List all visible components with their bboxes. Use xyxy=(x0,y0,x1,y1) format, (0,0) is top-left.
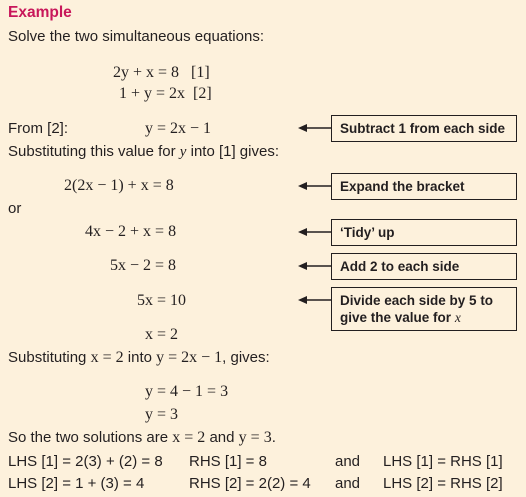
x-solution: x = 2 xyxy=(145,326,179,343)
check-row-2-rhs: RHS [2] = 2(2) = 4 xyxy=(189,475,311,492)
equation-1-text: 2y + x = 8 xyxy=(113,64,180,81)
check-row-1-and: and xyxy=(335,453,361,470)
note-divide xyxy=(331,287,517,331)
note-expand: Expand the bracket xyxy=(331,173,517,200)
subst2-text-c: into xyxy=(127,349,152,366)
conclusion-and: and xyxy=(209,429,235,446)
expanded-equation: 2(2x − 1) + x = 8 xyxy=(64,177,174,194)
second-substitution-sentence xyxy=(8,349,270,367)
arrow-left-icon xyxy=(298,123,332,133)
conclusion-period: . xyxy=(271,429,276,446)
intro-text: Solve the two simultaneous equations: xyxy=(8,28,264,45)
arrow-left-icon xyxy=(298,261,332,271)
check-row-2-result: LHS [2] = RHS [2] xyxy=(383,475,503,492)
subst2-equation: y = 2x − 1 xyxy=(156,349,223,366)
rearranged-equation: y = 2x − 1 xyxy=(145,120,212,137)
collected-equation: 5x − 2 = 8 xyxy=(110,257,177,274)
arrow-left-icon xyxy=(298,227,332,237)
equation-2-tag: [2] xyxy=(193,85,212,102)
note-subtract: Subtract 1 from each side xyxy=(331,115,517,142)
y-evaluation: y = 4 − 1 = 3 xyxy=(145,383,229,400)
substitution-text-b: into [1] gives: xyxy=(190,143,279,160)
subst2-text-e: , gives: xyxy=(222,349,270,366)
substitution-sentence xyxy=(8,143,279,161)
conclusion-y: y = 3 xyxy=(238,429,272,446)
conclusion-x: x = 2 xyxy=(172,429,206,446)
equation-2-text: 1 + y = 2x xyxy=(119,85,186,102)
note-divide-text: Divide each side by 5 to give the value for xyxy=(340,293,494,325)
note-add: Add 2 to each side xyxy=(331,253,517,280)
note-tidy: ‘Tidy’ up xyxy=(331,219,517,246)
conclusion-sentence xyxy=(8,429,276,447)
added-equation: 5x = 10 xyxy=(137,292,187,309)
check-row-2-lhs: LHS [2] = 1 + (3) = 4 xyxy=(8,475,145,492)
y-solution: y = 3 xyxy=(145,406,179,423)
substitution-text-a: Substituting this value for xyxy=(8,143,176,160)
note-divide-variable: x xyxy=(454,310,461,325)
subst2-text-a: Substituting xyxy=(8,349,87,366)
check-row-2-and: and xyxy=(335,475,361,492)
from-label: From [2]: xyxy=(8,120,69,137)
example-heading: Example xyxy=(8,4,72,21)
equation-1 xyxy=(113,64,210,82)
equation-1-tag: [1] xyxy=(191,64,210,81)
subst2-x-value: x = 2 xyxy=(90,349,124,366)
substitution-variable: y xyxy=(179,144,187,160)
conclusion-text-a: So the two solutions are xyxy=(8,429,169,446)
check-row-1-rhs: RHS [1] = 8 xyxy=(189,453,267,470)
tidy-equation: 4x − 2 + x = 8 xyxy=(85,223,177,240)
check-row-1-result: LHS [1] = RHS [1] xyxy=(383,453,503,470)
check-row-1-lhs: LHS [1] = 2(3) + (2) = 8 xyxy=(8,453,163,470)
arrow-left-icon xyxy=(298,181,332,191)
or-text: or xyxy=(8,200,22,217)
arrow-left-icon xyxy=(298,295,332,305)
equation-2 xyxy=(119,85,212,103)
